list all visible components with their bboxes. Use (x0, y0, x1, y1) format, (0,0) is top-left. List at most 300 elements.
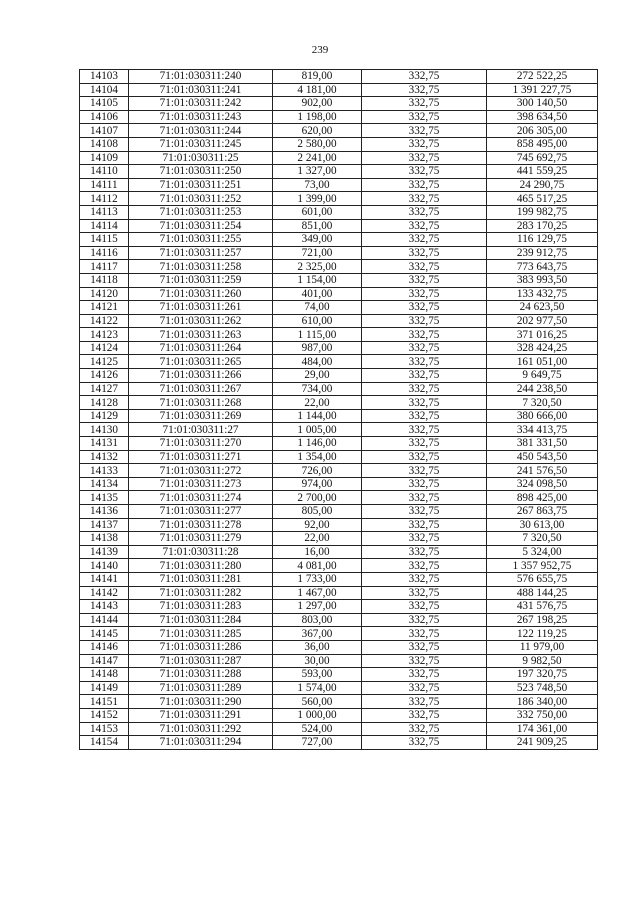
value-cell: 241 576,50 (487, 464, 598, 478)
area-cell: 1 154,00 (273, 273, 362, 287)
row-number-cell: 14117 (80, 260, 129, 274)
cadastral-number-cell: 71:01:030311:269 (129, 409, 273, 423)
value-cell: 383 993,50 (487, 273, 598, 287)
value-cell: 9 982,50 (487, 654, 598, 668)
table-row (80, 246, 598, 260)
rate-cell: 332,75 (362, 233, 487, 247)
row-number-cell: 14128 (80, 396, 129, 410)
table-row (80, 695, 598, 709)
cadastral-number-cell: 71:01:030311:258 (129, 260, 273, 274)
row-number-cell: 14131 (80, 437, 129, 451)
page-number: 239 (311, 44, 329, 56)
area-cell: 1 297,00 (273, 600, 362, 614)
area-cell: 1 467,00 (273, 586, 362, 600)
table-row (80, 233, 598, 247)
rate-cell: 332,75 (362, 572, 487, 586)
value-cell: 206 305,00 (487, 124, 598, 138)
cadastral-number-cell: 71:01:030311:291 (129, 708, 273, 722)
cadastral-number-cell: 71:01:030311:282 (129, 586, 273, 600)
rate-cell: 332,75 (362, 505, 487, 519)
cadastral-number-cell: 71:01:030311:259 (129, 273, 273, 287)
value-cell: 300 140,50 (487, 97, 598, 111)
table-row (80, 396, 598, 410)
rate-cell: 332,75 (362, 695, 487, 709)
cadastral-number-cell: 71:01:030311:253 (129, 205, 273, 219)
table-row (80, 545, 598, 559)
row-number-cell: 14125 (80, 355, 129, 369)
value-cell: 7 320,50 (487, 532, 598, 546)
cadastral-number-cell: 71:01:030311:279 (129, 532, 273, 546)
table-row (80, 627, 598, 641)
row-number-cell: 14138 (80, 532, 129, 546)
rate-cell: 332,75 (362, 654, 487, 668)
area-cell: 1 574,00 (273, 681, 362, 695)
cadastral-number-cell: 71:01:030311:277 (129, 505, 273, 519)
row-number-cell: 14122 (80, 314, 129, 328)
cadastral-number-cell: 71:01:030311:25 (129, 151, 273, 165)
rate-cell: 332,75 (362, 409, 487, 423)
value-cell: 241 909,25 (487, 736, 598, 750)
area-cell: 902,00 (273, 97, 362, 111)
area-cell: 721,00 (273, 246, 362, 260)
rate-cell: 332,75 (362, 450, 487, 464)
cadastral-number-cell: 71:01:030311:266 (129, 369, 273, 383)
table-row (80, 491, 598, 505)
cadastral-number-cell: 71:01:030311:265 (129, 355, 273, 369)
area-cell: 610,00 (273, 314, 362, 328)
value-cell: 371 016,25 (487, 328, 598, 342)
area-cell: 803,00 (273, 613, 362, 627)
table-row (80, 464, 598, 478)
value-cell: 174 361,00 (487, 722, 598, 736)
value-cell: 1 357 952,75 (487, 559, 598, 573)
row-number-cell: 14134 (80, 477, 129, 491)
table-row (80, 70, 598, 84)
rate-cell: 332,75 (362, 273, 487, 287)
value-cell: 381 331,50 (487, 437, 598, 451)
cadastral-number-cell: 71:01:030311:288 (129, 668, 273, 682)
rate-cell: 332,75 (362, 260, 487, 274)
row-number-cell: 14124 (80, 341, 129, 355)
value-cell: 244 238,50 (487, 382, 598, 396)
rate-cell: 332,75 (362, 382, 487, 396)
cadastral-number-cell: 71:01:030311:242 (129, 97, 273, 111)
table-row (80, 450, 598, 464)
area-cell: 1 115,00 (273, 328, 362, 342)
area-cell: 726,00 (273, 464, 362, 478)
table-row (80, 409, 598, 423)
rate-cell: 332,75 (362, 341, 487, 355)
cadastral-number-cell: 71:01:030311:244 (129, 124, 273, 138)
rate-cell: 332,75 (362, 586, 487, 600)
cadastral-number-cell: 71:01:030311:261 (129, 301, 273, 315)
row-number-cell: 14118 (80, 273, 129, 287)
area-cell: 974,00 (273, 477, 362, 491)
area-cell: 593,00 (273, 668, 362, 682)
cadastral-number-cell: 71:01:030311:245 (129, 137, 273, 151)
row-number-cell: 14143 (80, 600, 129, 614)
row-number-cell: 14149 (80, 681, 129, 695)
row-number-cell: 14130 (80, 423, 129, 437)
row-number-cell: 14137 (80, 518, 129, 532)
area-cell: 601,00 (273, 205, 362, 219)
rate-cell: 332,75 (362, 137, 487, 151)
rate-cell: 332,75 (362, 423, 487, 437)
table-row (80, 518, 598, 532)
area-cell: 36,00 (273, 640, 362, 654)
value-cell: 11 979,00 (487, 640, 598, 654)
area-cell: 30,00 (273, 654, 362, 668)
row-number-cell: 14126 (80, 369, 129, 383)
cadastral-number-cell: 71:01:030311:257 (129, 246, 273, 260)
cadastral-number-cell: 71:01:030311:268 (129, 396, 273, 410)
table-row (80, 301, 598, 315)
value-cell: 450 543,50 (487, 450, 598, 464)
table-row (80, 260, 598, 274)
value-cell: 186 340,00 (487, 695, 598, 709)
cadastral-number-cell: 71:01:030311:273 (129, 477, 273, 491)
area-cell: 987,00 (273, 341, 362, 355)
rate-cell: 332,75 (362, 70, 487, 84)
cadastral-number-cell: 71:01:030311:267 (129, 382, 273, 396)
rate-cell: 332,75 (362, 464, 487, 478)
area-cell: 367,00 (273, 627, 362, 641)
table-row (80, 559, 598, 573)
rate-cell: 332,75 (362, 369, 487, 383)
area-cell: 1 399,00 (273, 192, 362, 206)
row-number-cell: 14148 (80, 668, 129, 682)
area-cell: 1 005,00 (273, 423, 362, 437)
rate-cell: 332,75 (362, 124, 487, 138)
value-cell: 267 198,25 (487, 613, 598, 627)
value-cell: 398 634,50 (487, 110, 598, 124)
value-cell: 267 863,75 (487, 505, 598, 519)
cadastral-number-cell: 71:01:030311:243 (129, 110, 273, 124)
table-row (80, 640, 598, 654)
land-plot-table (79, 69, 598, 750)
table-row (80, 423, 598, 437)
rate-cell: 332,75 (362, 722, 487, 736)
rate-cell: 332,75 (362, 287, 487, 301)
table-row (80, 273, 598, 287)
rate-cell: 332,75 (362, 491, 487, 505)
cadastral-number-cell: 71:01:030311:283 (129, 600, 273, 614)
area-cell: 74,00 (273, 301, 362, 315)
value-cell: 745 692,75 (487, 151, 598, 165)
area-cell: 2 700,00 (273, 491, 362, 505)
rate-cell: 332,75 (362, 396, 487, 410)
table-row (80, 205, 598, 219)
rate-cell: 332,75 (362, 205, 487, 219)
rate-cell: 332,75 (362, 328, 487, 342)
rate-cell: 332,75 (362, 640, 487, 654)
table-row (80, 151, 598, 165)
cadastral-number-cell: 71:01:030311:292 (129, 722, 273, 736)
cadastral-number-cell: 71:01:030311:281 (129, 572, 273, 586)
rate-cell: 332,75 (362, 219, 487, 233)
value-cell: 488 144,25 (487, 586, 598, 600)
area-cell: 2 580,00 (273, 137, 362, 151)
value-cell: 328 424,25 (487, 341, 598, 355)
area-cell: 16,00 (273, 545, 362, 559)
table-row (80, 314, 598, 328)
value-cell: 576 655,75 (487, 572, 598, 586)
table-row (80, 613, 598, 627)
row-number-cell: 14116 (80, 246, 129, 260)
row-number-cell: 14107 (80, 124, 129, 138)
cadastral-number-cell: 71:01:030311:285 (129, 627, 273, 641)
rate-cell: 332,75 (362, 545, 487, 559)
table-row (80, 178, 598, 192)
cadastral-number-cell: 71:01:030311:280 (129, 559, 273, 573)
area-cell: 1 198,00 (273, 110, 362, 124)
row-number-cell: 14123 (80, 328, 129, 342)
value-cell: 334 413,75 (487, 423, 598, 437)
row-number-cell: 14111 (80, 178, 129, 192)
row-number-cell: 14142 (80, 586, 129, 600)
cadastral-number-cell: 71:01:030311:263 (129, 328, 273, 342)
rate-cell: 332,75 (362, 110, 487, 124)
cadastral-number-cell: 71:01:030311:28 (129, 545, 273, 559)
row-number-cell: 14103 (80, 70, 129, 84)
value-cell: 197 320,75 (487, 668, 598, 682)
area-cell: 22,00 (273, 532, 362, 546)
cadastral-number-cell: 71:01:030311:289 (129, 681, 273, 695)
cadastral-number-cell: 71:01:030311:255 (129, 233, 273, 247)
cadastral-number-cell: 71:01:030311:254 (129, 219, 273, 233)
rate-cell: 332,75 (362, 708, 487, 722)
value-cell: 9 649,75 (487, 369, 598, 383)
rate-cell: 332,75 (362, 437, 487, 451)
value-cell: 431 576,75 (487, 600, 598, 614)
value-cell: 7 320,50 (487, 396, 598, 410)
table-row (80, 287, 598, 301)
table-row (80, 382, 598, 396)
cadastral-number-cell: 71:01:030311:240 (129, 70, 273, 84)
value-cell: 465 517,25 (487, 192, 598, 206)
rate-cell: 332,75 (362, 165, 487, 179)
table-row (80, 97, 598, 111)
row-number-cell: 14132 (80, 450, 129, 464)
row-number-cell: 14104 (80, 83, 129, 97)
area-cell: 1 733,00 (273, 572, 362, 586)
rate-cell: 332,75 (362, 559, 487, 573)
value-cell: 441 559,25 (487, 165, 598, 179)
rate-cell: 332,75 (362, 532, 487, 546)
row-number-cell: 14115 (80, 233, 129, 247)
rate-cell: 332,75 (362, 246, 487, 260)
value-cell: 199 982,75 (487, 205, 598, 219)
table-row (80, 124, 598, 138)
value-cell: 133 432,75 (487, 287, 598, 301)
table-row (80, 722, 598, 736)
row-number-cell: 14105 (80, 97, 129, 111)
rate-cell: 332,75 (362, 600, 487, 614)
table-row (80, 505, 598, 519)
row-number-cell: 14147 (80, 654, 129, 668)
cadastral-number-cell: 71:01:030311:270 (129, 437, 273, 451)
row-number-cell: 14151 (80, 695, 129, 709)
value-cell: 24 290,75 (487, 178, 598, 192)
rate-cell: 332,75 (362, 355, 487, 369)
table-row (80, 369, 598, 383)
rate-cell: 332,75 (362, 736, 487, 750)
value-cell: 283 170,25 (487, 219, 598, 233)
value-cell: 5 324,00 (487, 545, 598, 559)
area-cell: 29,00 (273, 369, 362, 383)
area-cell: 805,00 (273, 505, 362, 519)
area-cell: 1 144,00 (273, 409, 362, 423)
table-body (80, 70, 598, 750)
row-number-cell: 14108 (80, 137, 129, 151)
cadastral-number-cell: 71:01:030311:241 (129, 83, 273, 97)
rate-cell: 332,75 (362, 627, 487, 641)
area-cell: 734,00 (273, 382, 362, 396)
row-number-cell: 14106 (80, 110, 129, 124)
table-row (80, 572, 598, 586)
area-cell: 4 081,00 (273, 559, 362, 573)
cadastral-number-cell: 71:01:030311:27 (129, 423, 273, 437)
area-cell: 819,00 (273, 70, 362, 84)
cadastral-number-cell: 71:01:030311:290 (129, 695, 273, 709)
cadastral-number-cell: 71:01:030311:251 (129, 178, 273, 192)
row-number-cell: 14121 (80, 301, 129, 315)
row-number-cell: 14140 (80, 559, 129, 573)
value-cell: 523 748,50 (487, 681, 598, 695)
cadastral-number-cell: 71:01:030311:287 (129, 654, 273, 668)
value-cell: 380 666,00 (487, 409, 598, 423)
row-number-cell: 14109 (80, 151, 129, 165)
area-cell: 1 000,00 (273, 708, 362, 722)
table-row (80, 668, 598, 682)
value-cell: 161 051,00 (487, 355, 598, 369)
row-number-cell: 14141 (80, 572, 129, 586)
table-row (80, 328, 598, 342)
area-cell: 1 327,00 (273, 165, 362, 179)
table-row (80, 355, 598, 369)
table-row (80, 532, 598, 546)
row-number-cell: 14139 (80, 545, 129, 559)
value-cell: 272 522,25 (487, 70, 598, 84)
row-number-cell: 14146 (80, 640, 129, 654)
table-row (80, 341, 598, 355)
table-row (80, 681, 598, 695)
value-cell: 30 613,00 (487, 518, 598, 532)
table-row (80, 708, 598, 722)
cadastral-number-cell: 71:01:030311:260 (129, 287, 273, 301)
rate-cell: 332,75 (362, 668, 487, 682)
value-cell: 1 391 227,75 (487, 83, 598, 97)
rate-cell: 332,75 (362, 192, 487, 206)
table-row (80, 736, 598, 750)
value-cell: 332 750,00 (487, 708, 598, 722)
area-cell: 401,00 (273, 287, 362, 301)
row-number-cell: 14114 (80, 219, 129, 233)
row-number-cell: 14129 (80, 409, 129, 423)
cadastral-number-cell: 71:01:030311:252 (129, 192, 273, 206)
row-number-cell: 14153 (80, 722, 129, 736)
rate-cell: 332,75 (362, 301, 487, 315)
area-cell: 1 146,00 (273, 437, 362, 451)
row-number-cell: 14154 (80, 736, 129, 750)
area-cell: 92,00 (273, 518, 362, 532)
row-number-cell: 14112 (80, 192, 129, 206)
value-cell: 239 912,75 (487, 246, 598, 260)
rate-cell: 332,75 (362, 97, 487, 111)
row-number-cell: 14135 (80, 491, 129, 505)
row-number-cell: 14120 (80, 287, 129, 301)
cadastral-number-cell: 71:01:030311:274 (129, 491, 273, 505)
table-row (80, 110, 598, 124)
rate-cell: 332,75 (362, 518, 487, 532)
row-number-cell: 14110 (80, 165, 129, 179)
area-cell: 2 241,00 (273, 151, 362, 165)
cadastral-number-cell: 71:01:030311:250 (129, 165, 273, 179)
table-row (80, 192, 598, 206)
area-cell: 484,00 (273, 355, 362, 369)
area-cell: 620,00 (273, 124, 362, 138)
table-row (80, 586, 598, 600)
area-cell: 524,00 (273, 722, 362, 736)
value-cell: 324 098,50 (487, 477, 598, 491)
row-number-cell: 14144 (80, 613, 129, 627)
table-row (80, 600, 598, 614)
cadastral-number-cell: 71:01:030311:272 (129, 464, 273, 478)
table-row (80, 165, 598, 179)
cadastral-number-cell: 71:01:030311:286 (129, 640, 273, 654)
rate-cell: 332,75 (362, 613, 487, 627)
area-cell: 727,00 (273, 736, 362, 750)
value-cell: 773 643,75 (487, 260, 598, 274)
row-number-cell: 14133 (80, 464, 129, 478)
row-number-cell: 14127 (80, 382, 129, 396)
table-row (80, 83, 598, 97)
area-cell: 73,00 (273, 178, 362, 192)
area-cell: 349,00 (273, 233, 362, 247)
value-cell: 116 129,75 (487, 233, 598, 247)
rate-cell: 332,75 (362, 83, 487, 97)
rate-cell: 332,75 (362, 151, 487, 165)
value-cell: 122 119,25 (487, 627, 598, 641)
value-cell: 24 623,50 (487, 301, 598, 315)
value-cell: 898 425,00 (487, 491, 598, 505)
table-row (80, 437, 598, 451)
rate-cell: 332,75 (362, 681, 487, 695)
area-cell: 560,00 (273, 695, 362, 709)
rate-cell: 332,75 (362, 178, 487, 192)
cadastral-number-cell: 71:01:030311:262 (129, 314, 273, 328)
row-number-cell: 14113 (80, 205, 129, 219)
cadastral-number-cell: 71:01:030311:294 (129, 736, 273, 750)
value-cell: 202 977,50 (487, 314, 598, 328)
table-row (80, 137, 598, 151)
area-cell: 2 325,00 (273, 260, 362, 274)
area-cell: 851,00 (273, 219, 362, 233)
row-number-cell: 14145 (80, 627, 129, 641)
cadastral-number-cell: 71:01:030311:264 (129, 341, 273, 355)
table-row (80, 219, 598, 233)
area-cell: 22,00 (273, 396, 362, 410)
table-row (80, 654, 598, 668)
rate-cell: 332,75 (362, 477, 487, 491)
row-number-cell: 14152 (80, 708, 129, 722)
table-row (80, 477, 598, 491)
value-cell: 858 495,00 (487, 137, 598, 151)
area-cell: 1 354,00 (273, 450, 362, 464)
area-cell: 4 181,00 (273, 83, 362, 97)
row-number-cell: 14136 (80, 505, 129, 519)
cadastral-number-cell: 71:01:030311:278 (129, 518, 273, 532)
